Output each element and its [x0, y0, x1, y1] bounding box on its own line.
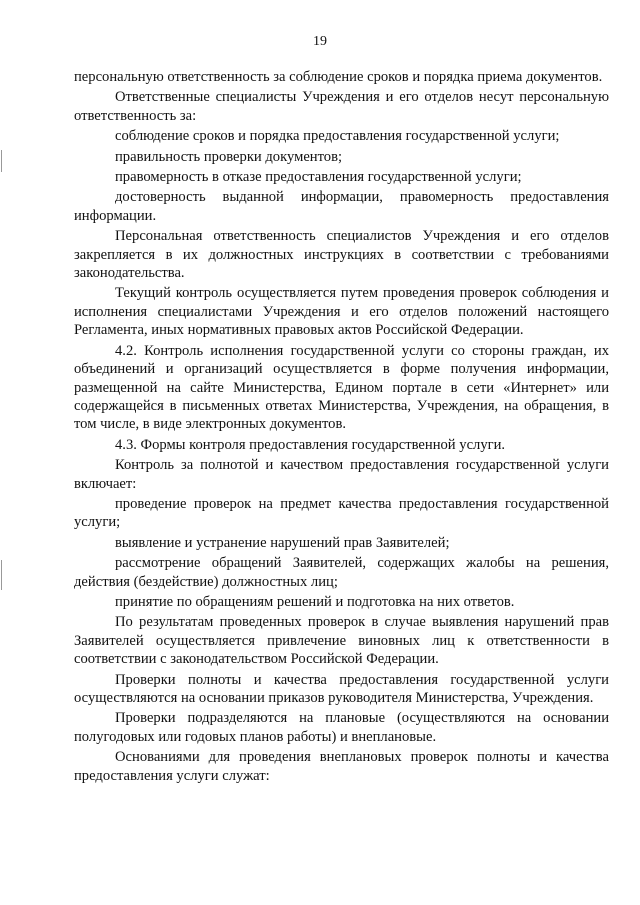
document-body: [74, 68, 609, 787]
paragraph: Ответственные специалисты Учреждения и его отделов несут персональную ответственность за:: [74, 89, 609, 124]
paragraph: 4.2. Контроль исполнения государственной услуги со стороны граждан, их объединений и организаций осуществляется в форме получения информации, размещенной на сайте Министерства, Едином портале в сети «Интернет» или содержащейся в письменных ответах Министерства, Учреждения, на обращения, в том числе, в виде электронных документов.: [74, 342, 609, 433]
list-item: проведение проверок на предмет качества предоставления государственной услуги;: [74, 495, 609, 531]
paragraph: Персональная ответственность специалистов Учреждения и его отделов закрепляется в их должностных инструкциях в соответствии с требованиями законодательства.: [74, 228, 609, 282]
list-item: соблюдение сроков и порядка предоставления государственной услуги;: [115, 128, 560, 145]
list-item: достоверность выданной информации, правомерность предоставления информации.: [74, 189, 609, 224]
list-item: выявление и устранение нарушений прав Заявителей;: [115, 534, 450, 551]
paragraph: Контроль за полнотой и качеством предоставления государственной услуги включает:: [74, 457, 609, 492]
paragraph: Проверки подразделяются на плановые (осуществляются на основании полугодовых или годовых планов работы) и внеплановые.: [74, 710, 609, 745]
list-item: правильность проверки документов;: [115, 148, 343, 165]
list-item: принятие по обращениям решений и подготовка на них ответов.: [115, 593, 515, 610]
scan-margin-mark: [1, 560, 2, 590]
paragraph: персональную ответственность за соблюдение сроков и порядка приема документов.: [74, 69, 603, 85]
paragraph: Проверки полноты и качества предоставления государственной услуги осуществляются на основании приказов руководителя Министерства, Учреждения.: [74, 671, 609, 706]
list-item: рассмотрение обращений Заявителей, содержащих жалобы на решения, действия (бездействие) должностных лиц;: [74, 555, 609, 590]
page-number: 19: [313, 34, 327, 49]
paragraph: Текущий контроль осуществляется путем проведения проверок соблюдения и исполнения специалистами Учреждения и его отделов положений настоящего Регламента, иных нормативных правовых актов Российской Федерации.: [74, 285, 609, 339]
paragraph: По результатам проведенных проверок в случае выявления нарушений прав Заявителей осуществляется привлечение виновных лиц к ответственности в соответствии с законодательством Российской Федерации.: [74, 614, 609, 668]
section-heading: 4.3. Формы контроля предоставления государственной услуги.: [115, 436, 506, 453]
paragraph: Основаниями для проведения внеплановых проверок полноты и качества предоставления услуги служат:: [74, 749, 609, 784]
list-item: правомерность в отказе предоставления государственной услуги;: [115, 169, 522, 186]
scan-margin-mark: [1, 150, 2, 172]
